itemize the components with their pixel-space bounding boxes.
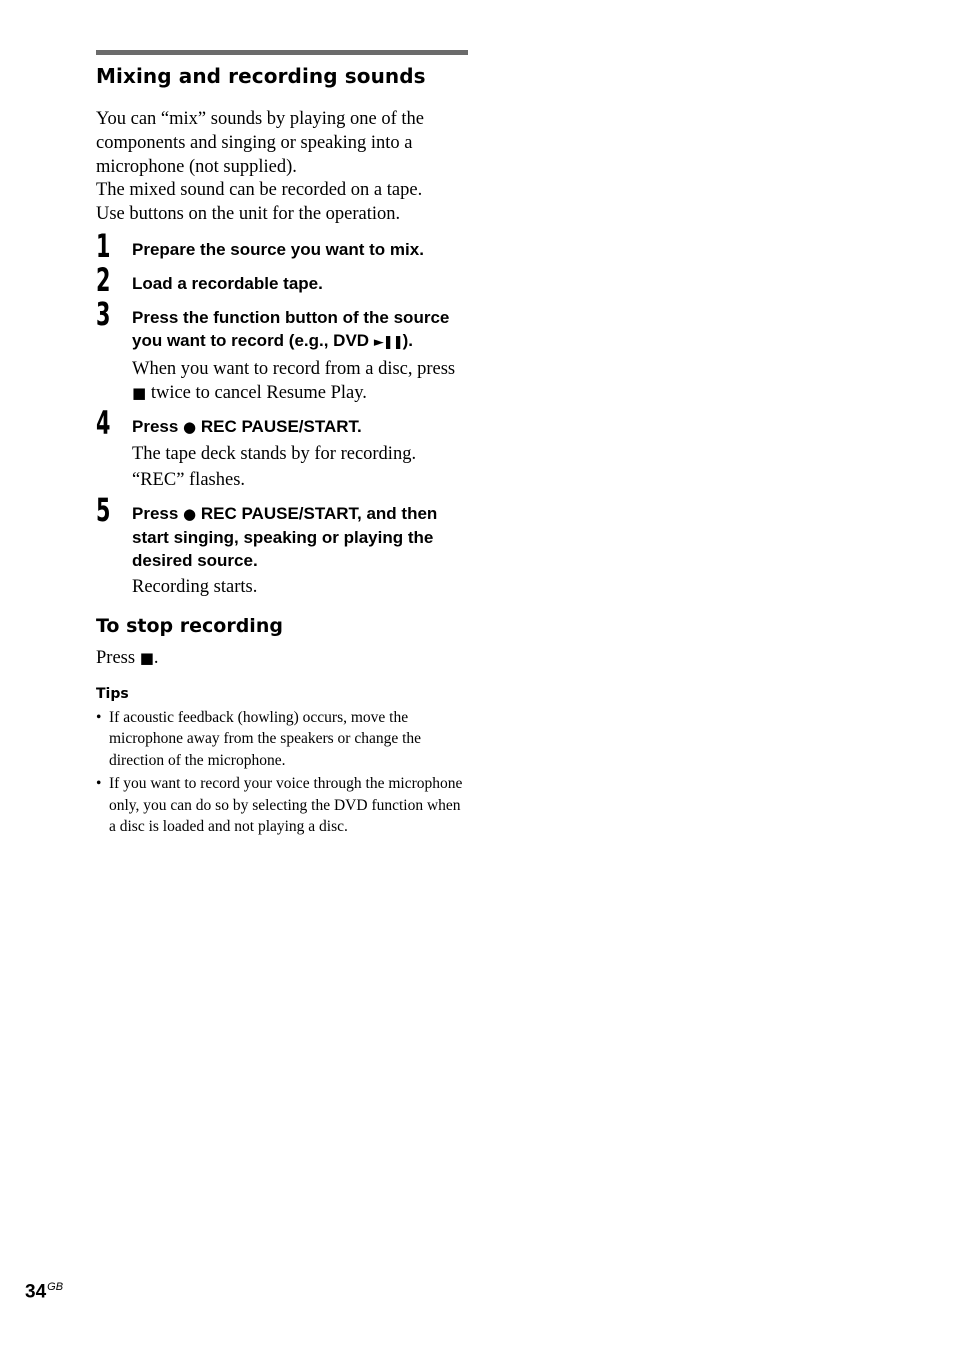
stop-icon: ■ xyxy=(132,383,147,402)
step-description: The tape deck stands by for recording. “REC” flashes. xyxy=(132,443,417,490)
tip-item: • If acoustic feedback (howling) occurs, move the microphone away from the speakers or change the direction of the microphone. xyxy=(96,708,422,769)
stop-icon: ■ xyxy=(139,648,154,667)
content-column xyxy=(96,50,468,840)
intro xyxy=(96,108,468,227)
step-heading: Press ● REC PAUSE/START, and then start singing, speaking or playing the desired source. xyxy=(132,503,438,570)
step-heading: Press ● REC PAUSE/START. xyxy=(132,416,362,436)
step-number: 2 xyxy=(96,260,111,299)
step-description: Recording starts. xyxy=(132,576,258,597)
step-number: 4 xyxy=(96,403,111,442)
page-number: $34^{GB}$ xyxy=(25,1281,64,1303)
stop-recording-heading: To stop recording xyxy=(96,614,283,637)
step-description: When you want to record from a disc, press ■ twice to cancel Resume Play. xyxy=(132,358,456,403)
step-heading: Load a recordable tape. xyxy=(132,273,323,293)
step-heading: Press the function button of the source you want to record (e.g., DVD ►❚❚). xyxy=(132,307,450,350)
record-icon: ● xyxy=(183,417,197,436)
step-3 xyxy=(96,294,468,405)
step-1 xyxy=(96,226,468,265)
step-5 xyxy=(96,490,468,599)
section-title: Mixing and recording sounds xyxy=(96,64,426,88)
tip-item: • If you want to record your voice through the microphone only, you can do so by selecting the DVD function when a disc is loaded and not playing a disc. xyxy=(96,775,463,836)
step-number: 1 xyxy=(96,226,111,265)
steps-list xyxy=(96,226,468,599)
step-number: 5 xyxy=(96,490,111,529)
step-2 xyxy=(96,260,468,299)
record-icon: ● xyxy=(183,504,197,523)
tips-heading: Tips xyxy=(96,685,129,702)
play-pause-icon: ►❚❚ xyxy=(373,334,403,350)
region-suffix: GB xyxy=(47,1281,64,1293)
step-heading: Prepare the source you want to mix. xyxy=(132,239,424,259)
tips-list xyxy=(96,707,468,838)
section-rule xyxy=(96,50,468,55)
stop-recording-text: Press ■. xyxy=(96,647,159,668)
step-number: 3 xyxy=(96,294,111,333)
step-4 xyxy=(96,403,468,492)
intro-paragraph: You can “mix” sounds by playing one of the components and singing or speaking into a microphone (not supplied). xyxy=(96,109,424,177)
intro-paragraph: The mixed sound can be recorded on a tape. xyxy=(96,180,423,201)
intro-paragraph: Use buttons on the unit for the operation. xyxy=(96,204,401,225)
